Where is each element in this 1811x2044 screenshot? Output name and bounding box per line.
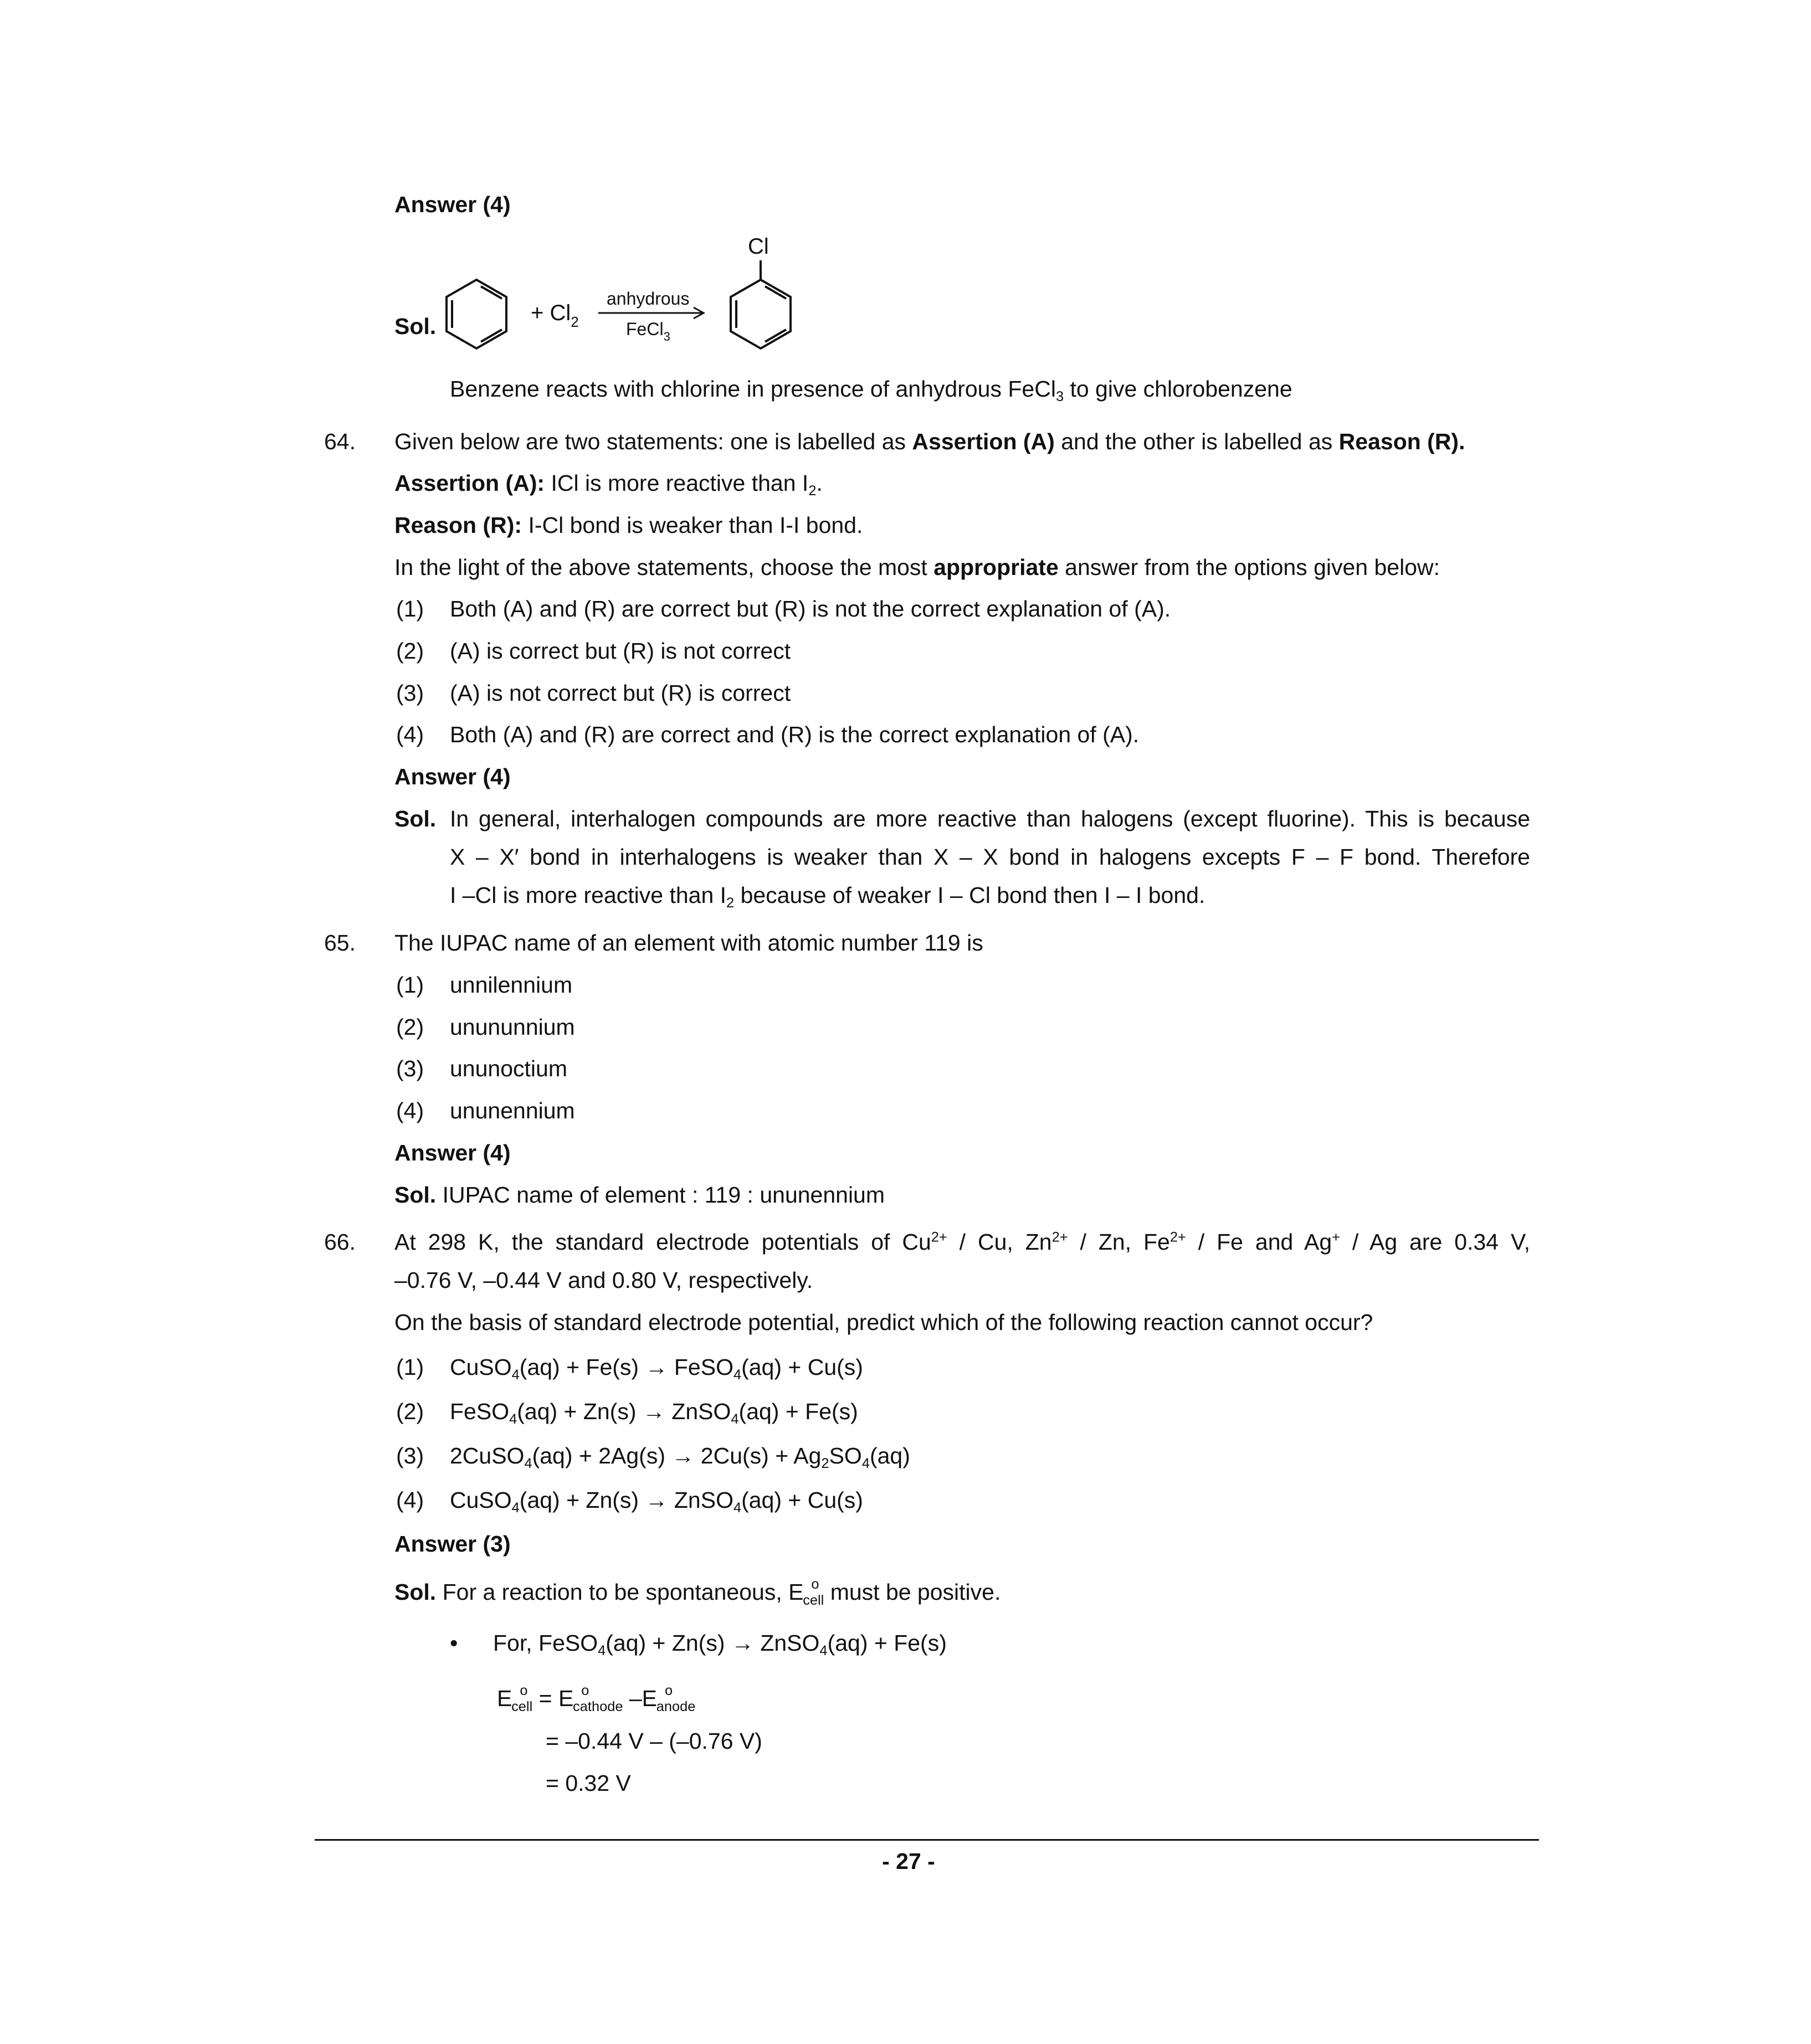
bullet-icon: • — [450, 1630, 458, 1656]
q64-option-4-text: Both (A) and (R) are correct and (R) is the correct explanation of (A). — [450, 722, 1140, 747]
q63-explanation: Benzene reacts with chlorine in presence of anhydrous FeCl3 to give chlorobenzene — [450, 376, 1292, 404]
arrow-icon: → — [645, 1354, 668, 1380]
benzene-ring-reactant — [447, 280, 506, 348]
q64-option-4-number: (4) — [396, 722, 424, 747]
q66-number: 66. — [324, 1229, 356, 1255]
q63-arrow-top-label: anhydrous — [607, 289, 690, 309]
q64-number: 64. — [324, 429, 356, 454]
arrow-icon: → — [731, 1630, 754, 1656]
q64-sol-line-3: I –Cl is more reactive than I2 because of weaker I – Cl bond then I – I bond. — [450, 882, 1205, 911]
q63-sol-label: Sol. — [394, 314, 437, 339]
q64-reason: Reason (R): I-Cl bond is weaker than I-I bond. — [394, 512, 863, 538]
q65-option-4-number: (4) — [396, 1098, 424, 1123]
q64-sol-line-1: In general, interhalogen compounds are more reactive than halogens (except fluorine). This is because — [450, 806, 1530, 831]
q65-option-1-text: unnilennium — [450, 972, 573, 998]
q65-option-3-text: ununoctium — [450, 1056, 567, 1081]
q64-assertion: Assertion (A): ICl is more reactive than I2. — [394, 470, 823, 499]
q66-option-1-text: CuSO4(aq) + Fe(s) → FeSO4(aq) + Cu(s) — [450, 1354, 863, 1383]
arrow-icon: → — [642, 1399, 665, 1424]
arrow-icon: → — [671, 1443, 695, 1468]
q66-option-4-text: CuSO4(aq) + Zn(s) → ZnSO4(aq) + Cu(s) — [450, 1487, 863, 1516]
q64-answer: Answer (4) — [394, 764, 511, 789]
q66-line-2: –0.76 V, –0.44 V and 0.80 V, respectively. — [394, 1267, 813, 1293]
q66-equation-step-2: = –0.44 V – (–0.76 V) — [546, 1728, 762, 1754]
q65-solution: Sol. IUPAC name of element : 119 : ununennium — [394, 1182, 885, 1208]
q66-solution: Sol. For a reaction to be spontaneous, E o $_{cell}$ must be positive. — [394, 1576, 1001, 1608]
q64-option-2-number: (2) — [396, 638, 424, 664]
q66-ecell-equation: E o $_{cell}$ = E o $_{cathode}$ –E o $_{anode}$ — [497, 1683, 696, 1714]
q66-option-4-number: (4) — [396, 1487, 424, 1513]
page-number: - 27 - — [882, 1848, 935, 1874]
q66-answer: Answer (3) — [394, 1531, 511, 1557]
q66-equation-step-3: = 0.32 V — [546, 1770, 631, 1796]
q65-option-2-text: unununnium — [450, 1014, 575, 1040]
q66-line-1: At 298 K, the standard electrode potentials of $Cu^{2+}$ / Cu, $Zn^{2+}$ / Zn, $Fe^{2+}$ / Fe and Ag+ / Ag are 0.34 V, — [394, 1229, 1530, 1255]
q64-option-1-number: (1) — [396, 596, 424, 622]
q65-option-4-text: ununennium — [450, 1098, 575, 1123]
q65-option-2-number: (2) — [396, 1014, 424, 1040]
q64-intro: Given below are two statements: one is labelled as Assertion (A) and the other is labelled as Reason (R). — [394, 429, 1465, 454]
q66-option-3-number: (3) — [396, 1443, 424, 1468]
q64-option-3-text: (A) is not correct but (R) is correct — [450, 680, 791, 706]
q64-option-2-text: (A) is correct but (R) is not correct — [450, 638, 791, 664]
q63-arrow-bottom-label: FeCl$_3$ — [626, 319, 670, 343]
q65-answer: Answer (4) — [394, 1140, 511, 1165]
footer-rule — [315, 1839, 1539, 1841]
q63-reaction-diagram — [438, 222, 825, 366]
q66-option-3-text: 2CuSO4(aq) + 2Ag(s) → 2Cu(s) + Ag2SO4(aq) — [450, 1443, 910, 1471]
q64-sol-label: Sol. — [394, 806, 437, 831]
q65-number: 65. — [324, 930, 356, 956]
q66-option-1-number: (1) — [396, 1354, 424, 1380]
q65-question: The IUPAC name of an element with atomic number 119 is — [394, 930, 983, 956]
arrow-icon: → — [645, 1487, 668, 1513]
q64-option-1-text: Both (A) and (R) are correct but (R) is not the correct explanation of (A). — [450, 596, 1171, 622]
q65-option-3-number: (3) — [396, 1056, 424, 1081]
benzene-ring-product — [731, 280, 791, 348]
q63-cl-atom: Cl — [748, 234, 769, 259]
q66-line-3: On the basis of standard electrode potential, predict which of the following reaction cannot occur? — [394, 1309, 1373, 1335]
q66-option-2-number: (2) — [396, 1399, 424, 1424]
q63-answer: Answer (4) — [394, 192, 511, 217]
q66-option-2-text: FeSO4(aq) + Zn(s) → ZnSO4(aq) + Fe(s) — [450, 1399, 858, 1427]
q63-plus-cl: + $Cl_2$ — [531, 301, 579, 330]
q64-option-3-number: (3) — [396, 680, 424, 706]
q65-option-1-number: (1) — [396, 972, 424, 998]
q66-bullet-text: For, FeSO4(aq) + Zn(s) → ZnSO4(aq) + Fe(s) — [493, 1630, 947, 1658]
q64-instruction: In the light of the above statements, choose the most appropriate answer from the options given below: — [394, 554, 1440, 580]
q64-sol-line-2: X – X′ bond in interhalogens is weaker than X – X bond in halogens excepts F – F bond. Therefore — [450, 844, 1530, 870]
